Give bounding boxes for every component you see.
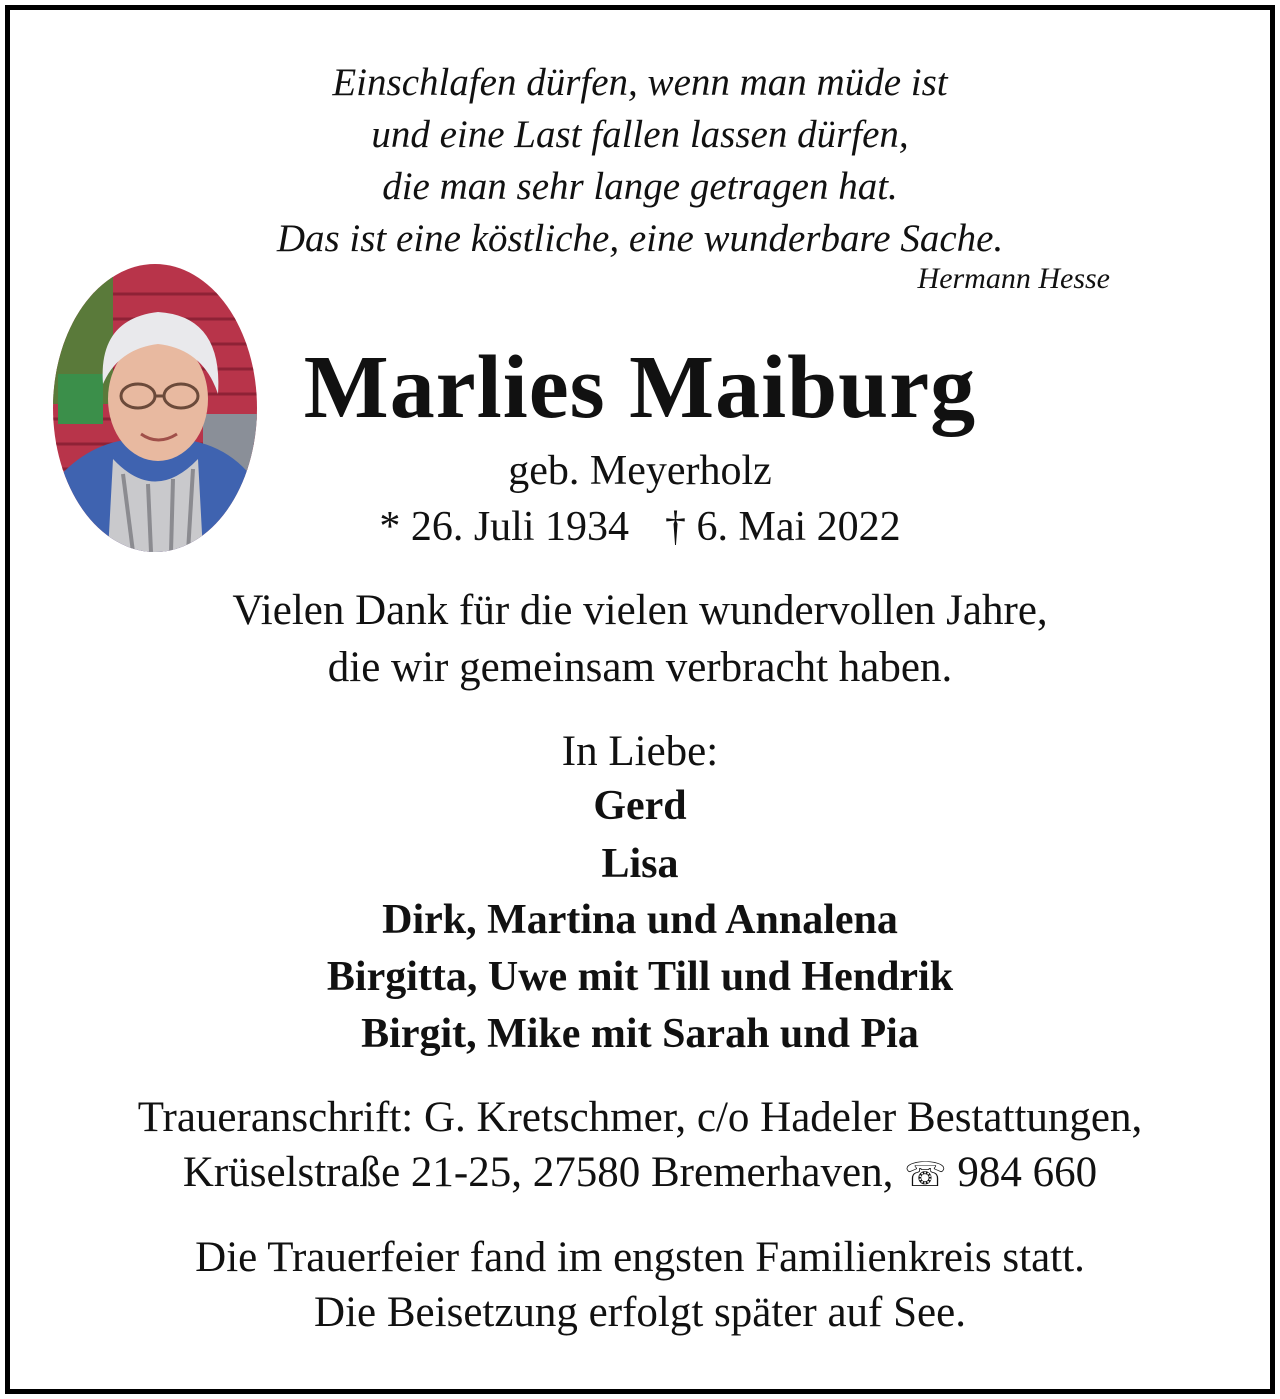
life-dates xyxy=(0,506,1280,548)
address-line: Traueranschrift: G. Kretschmer, c/o Hadeler Bestattungen, xyxy=(137,1094,1143,1141)
mourners-intro: In Liebe: xyxy=(561,728,719,775)
poem-line: Einschlafen dürfen, wenn man müde ist xyxy=(332,61,948,104)
mourner-name: Dirk, Martina und Annalena xyxy=(382,897,898,943)
death-date: † 6. Mai 2022 xyxy=(665,504,901,550)
ceremony-line: Die Trauerfeier fand im engsten Familienkreis statt. xyxy=(195,1234,1085,1281)
mourner-name: Birgit, Mike mit Sarah und Pia xyxy=(361,1011,919,1057)
deceased-name: Marlies Maiburg xyxy=(303,338,977,437)
mourner-name: Birgitta, Uwe mit Till und Hendrik xyxy=(326,954,954,1000)
address-line xyxy=(0,1151,1280,1194)
poem-author: Hermann Hesse xyxy=(917,262,1110,295)
mourner-name: Gerd xyxy=(593,783,687,829)
phone-number: 984 660 xyxy=(957,1149,1098,1196)
poem-line: und eine Last fallen lassen dürfen, xyxy=(371,113,909,156)
telephone-icon: ☏ xyxy=(904,1155,947,1195)
thanks-line: Vielen Dank für die vielen wundervollen Jahre, xyxy=(232,587,1048,634)
birth-date: * 26. Juli 1934 xyxy=(379,504,630,550)
thanks-line: die wir gemeinsam verbracht haben. xyxy=(327,644,953,691)
mourner-name: Lisa xyxy=(601,841,679,887)
birth-name: geb. Meyerholz xyxy=(508,448,772,494)
poem-line: Das ist eine köstliche, eine wunderbare Sache. xyxy=(276,217,1004,260)
poem-line: die man sehr lange getragen hat. xyxy=(382,165,898,208)
ceremony-line: Die Beisetzung erfolgt später auf See. xyxy=(314,1289,966,1336)
address-street: Krüselstraße 21-25, 27580 Bremerhaven, xyxy=(182,1149,894,1196)
